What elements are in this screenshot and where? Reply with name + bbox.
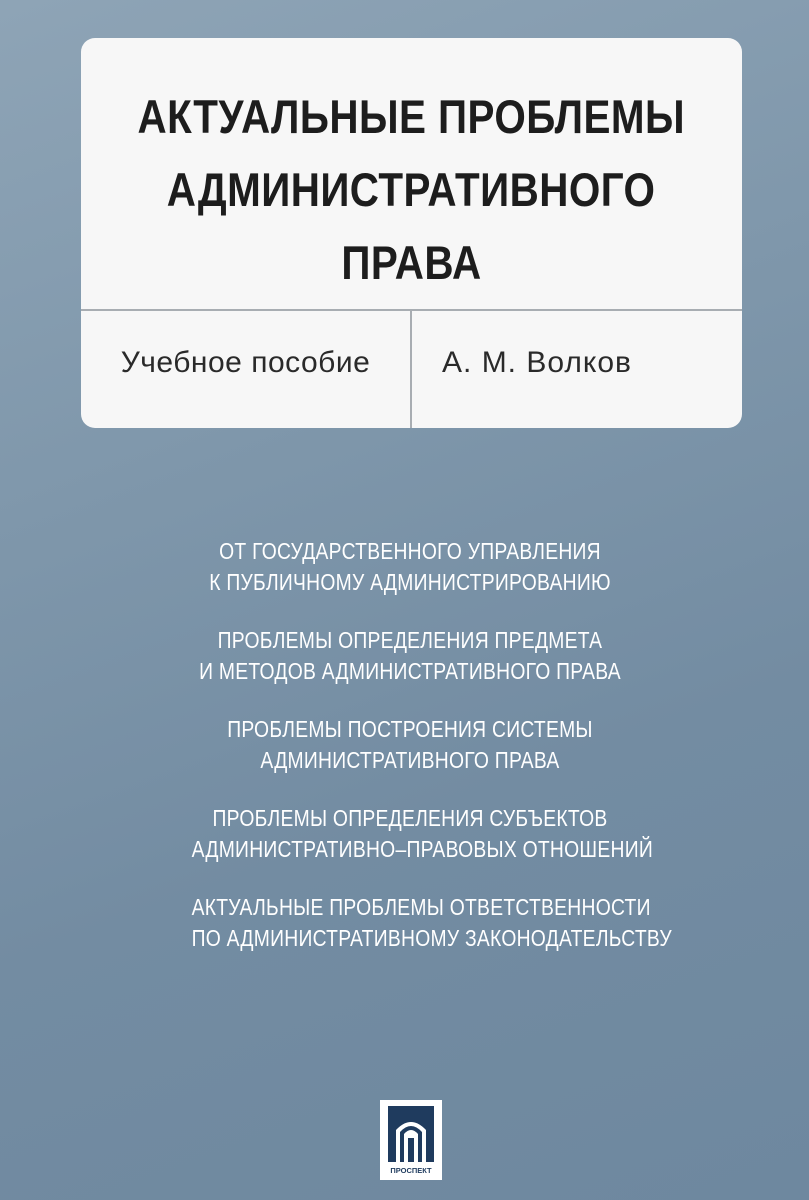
book-subtitle: Учебное пособие [120,345,371,379]
topic-item [150,892,670,954]
book-title [81,38,742,309]
topic-line: АДМИНИСТРАТИВНОГО ПРАВА [260,747,560,773]
topic-line: ОТ ГОСУДАРСТВЕННОГО УПРАВЛЕНИЯ [219,538,601,564]
book-author: А. М. Волков [442,345,632,379]
topic-line: К ПУБЛИЧНОМУ АДМИНИСТРИРОВАНИЮ [209,569,611,595]
topic-item [150,536,670,598]
topic-line: АДМИНИСТРАТИВНО–ПРАВОВЫХ ОТНОШЕНИЙ [191,836,653,862]
topic-line: АКТУАЛЬНЫЕ ПРОБЛЕМЫ ОТВЕТСТВЕННОСТИ [191,894,651,920]
topic-line: ПРОБЛЕМЫ ОПРЕДЕЛЕНИЯ СУБЪЕКТОВ [212,805,608,831]
topic-line: ПРОБЛЕМЫ ПОСТРОЕНИЯ СИСТЕМЫ [227,716,593,742]
publisher-logo-text: ПРОСПЕКТ [390,1166,432,1175]
topic-item [150,714,670,776]
topic-item [150,625,670,687]
title-card [81,38,742,428]
book-title-line: ПРАВА [341,236,482,289]
book-title-line: АДМИНИСТРАТИВНОГО [167,163,656,216]
topic-line: И МЕТОДОВ АДМИНИСТРАТИВНОГО ПРАВА [199,658,621,684]
topics-list [150,536,670,981]
topic-line: ПО АДМИНИСТРАТИВНОМУ ЗАКОНОДАТЕЛЬСТВУ [191,925,672,951]
publisher-building-logo-icon [380,1100,442,1180]
book-title-line: АКТУАЛЬНЫЕ ПРОБЛЕМЫ [137,90,686,143]
topic-line: ПРОБЛЕМЫ ОПРЕДЕЛЕНИЯ ПРЕДМЕТА [217,627,603,653]
topic-item [150,803,670,865]
